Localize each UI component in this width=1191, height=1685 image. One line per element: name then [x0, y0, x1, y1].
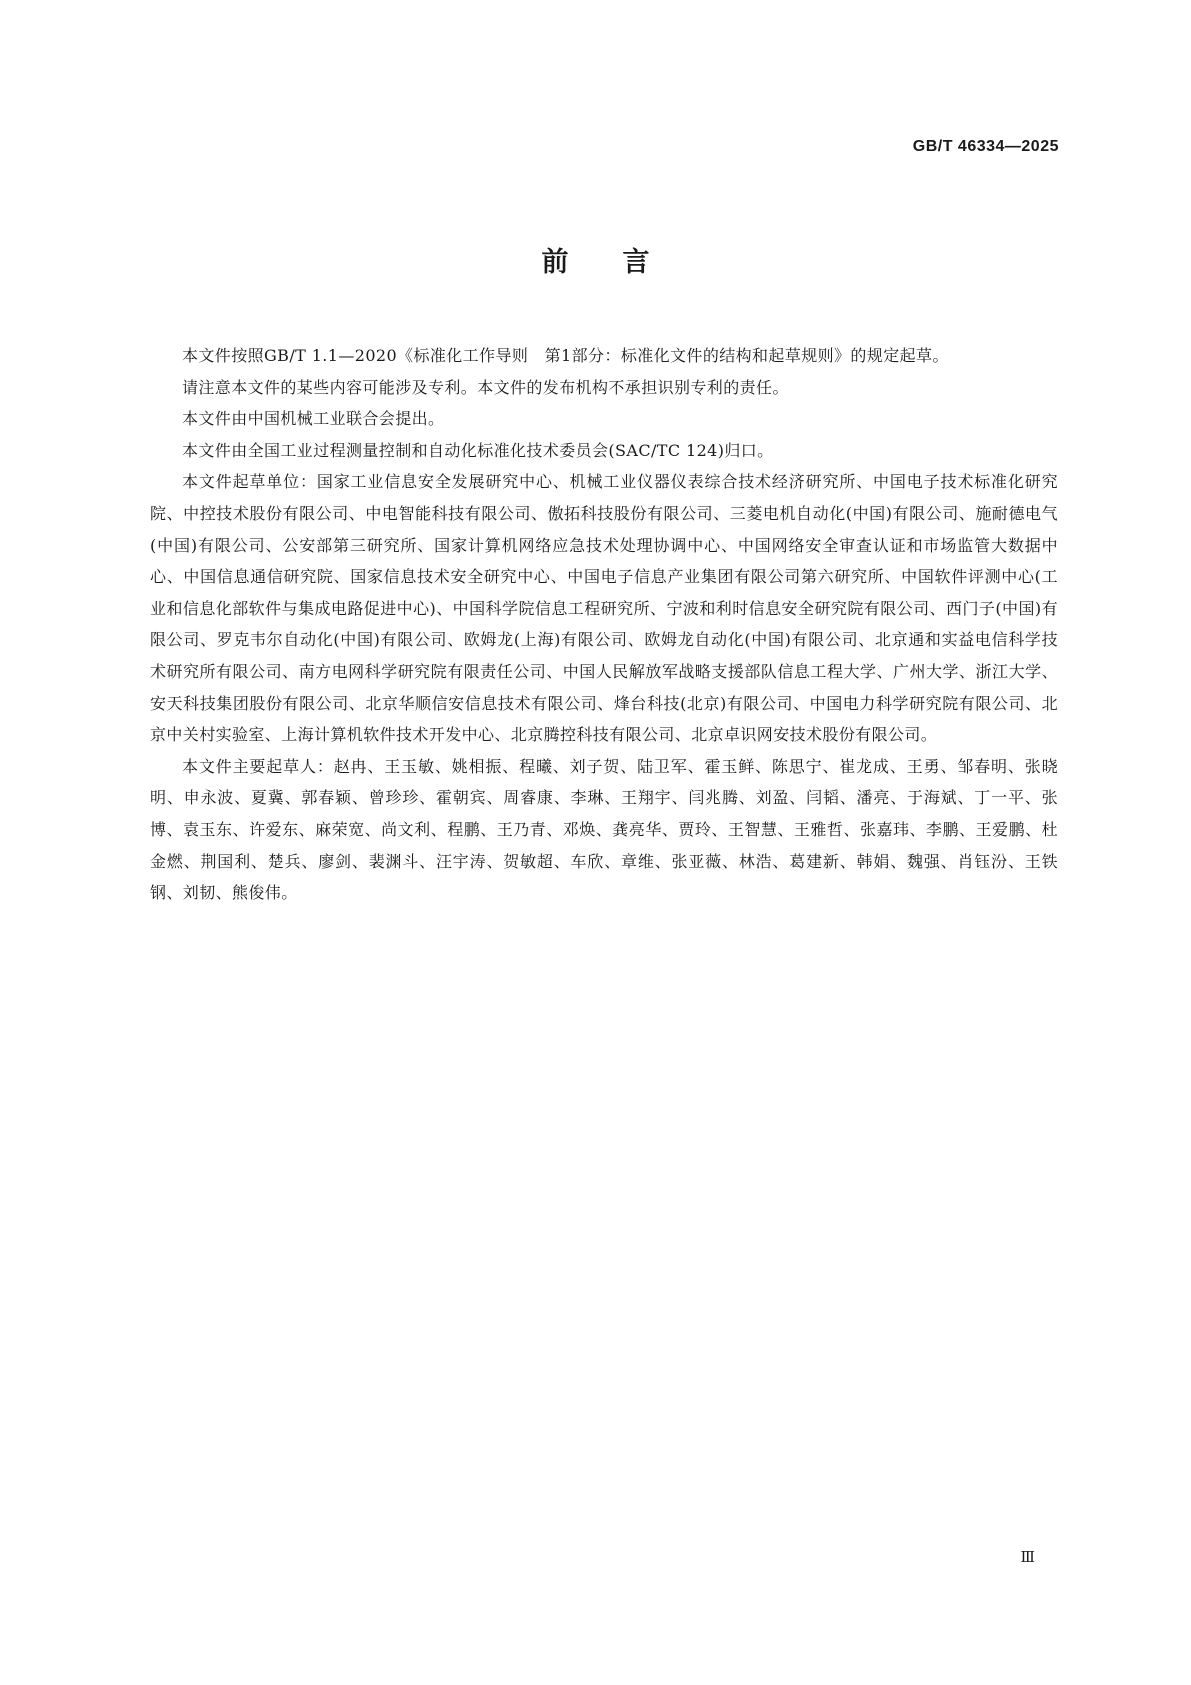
paragraph-drafting-units: 本文件起草单位：国家工业信息安全发展研究中心、机械工业仪器仪表综合技术经济研究所、中国电子技术标准化研究院、中控技术股份有限公司、中电智能科技有限公司、傲拓科技股份有限公司、三菱电机自动化(中国)有限公司、施耐德电气(中国)有限公司、公安部第三研究所、国家计算机网络应急技术处理协调中心、中国网络安全审查认证和市场监管大数据中心、中国信息通信研究院、国家信息技术安全研究中心、中国电子信息产业集团有限公司第六研究所、中国软件评测中心(工业和信息化部软件与集成电路促进中心)、中国科学院信息工程研究所、宁波和利时信息安全研究院有限公司、西门子(中国)有限公司、罗克韦尔自动化(中国)有限公司、欧姆龙(上海)有限公司、欧姆龙自动化(中国)有限公司、北京通和实益电信科学技术研究所有限公司、南方电网科学研究院有限责任公司、中国人民解放军战略支援部队信息工程大学、广州大学、浙江大学、安天科技集团股份有限公司、北京华顺信安信息技术有限公司、烽台科技(北京)有限公司、中国电力科学研究院有限公司、北京中关村实验室、上海计算机软件技术开发中心、北京腾控科技有限公司、北京卓识网安技术股份有限公司。	[150, 472, 1058, 745]
paragraph-main-drafters: 本文件主要起草人：赵冉、王玉敏、姚相振、程曦、刘子贺、陆卫军、霍玉鲜、陈思宁、崔龙成、王勇、邹春明、张晓明、申永波、夏冀、郭春颖、曾珍珍、霍朝宾、周睿康、李琳、王翔宇、闫兆腾、刘盈、闫韬、潘亮、于海斌、丁一平、张博、袁玉东、许爱东、麻荣宽、尚文利、程鹏、王乃青、邓焕、龚亮华、贾玲、王智慧、王雅哲、张嘉玮、李鹏、王爱鹏、杜金燃、荆国利、楚兵、廖剑、裴渊斗、汪宇涛、贺敏超、车欣、章维、张亚薇、林浩、葛建新、韩娟、魏强、肖钰汾、王铁钢、刘韧、熊俊伟。	[150, 756, 1058, 903]
standard-code: GB/T 46334—2025	[912, 138, 1059, 155]
page-title: 前言	[541, 247, 704, 278]
foreword-body	[150, 340, 1058, 909]
paragraph-proposer: 本文件由中国机械工业联合会提出。	[182, 409, 445, 429]
page-number: Ⅲ	[1020, 1550, 1035, 1566]
paragraph-administrator: 本文件由全国工业过程测量控制和自动化标准化技术委员会(SAC/TC 124)归口。	[182, 440, 774, 460]
paragraph-drafting-rules: 本文件按照GB/T 1.1—2020《标准化工作导则 第1部分：标准化文件的结构和起草规则》的规定起草。	[182, 346, 949, 365]
paragraph-patent-notice: 请注意本文件的某些内容可能涉及专利。本文件的发布机构不承担识别专利的责任。	[182, 377, 789, 397]
